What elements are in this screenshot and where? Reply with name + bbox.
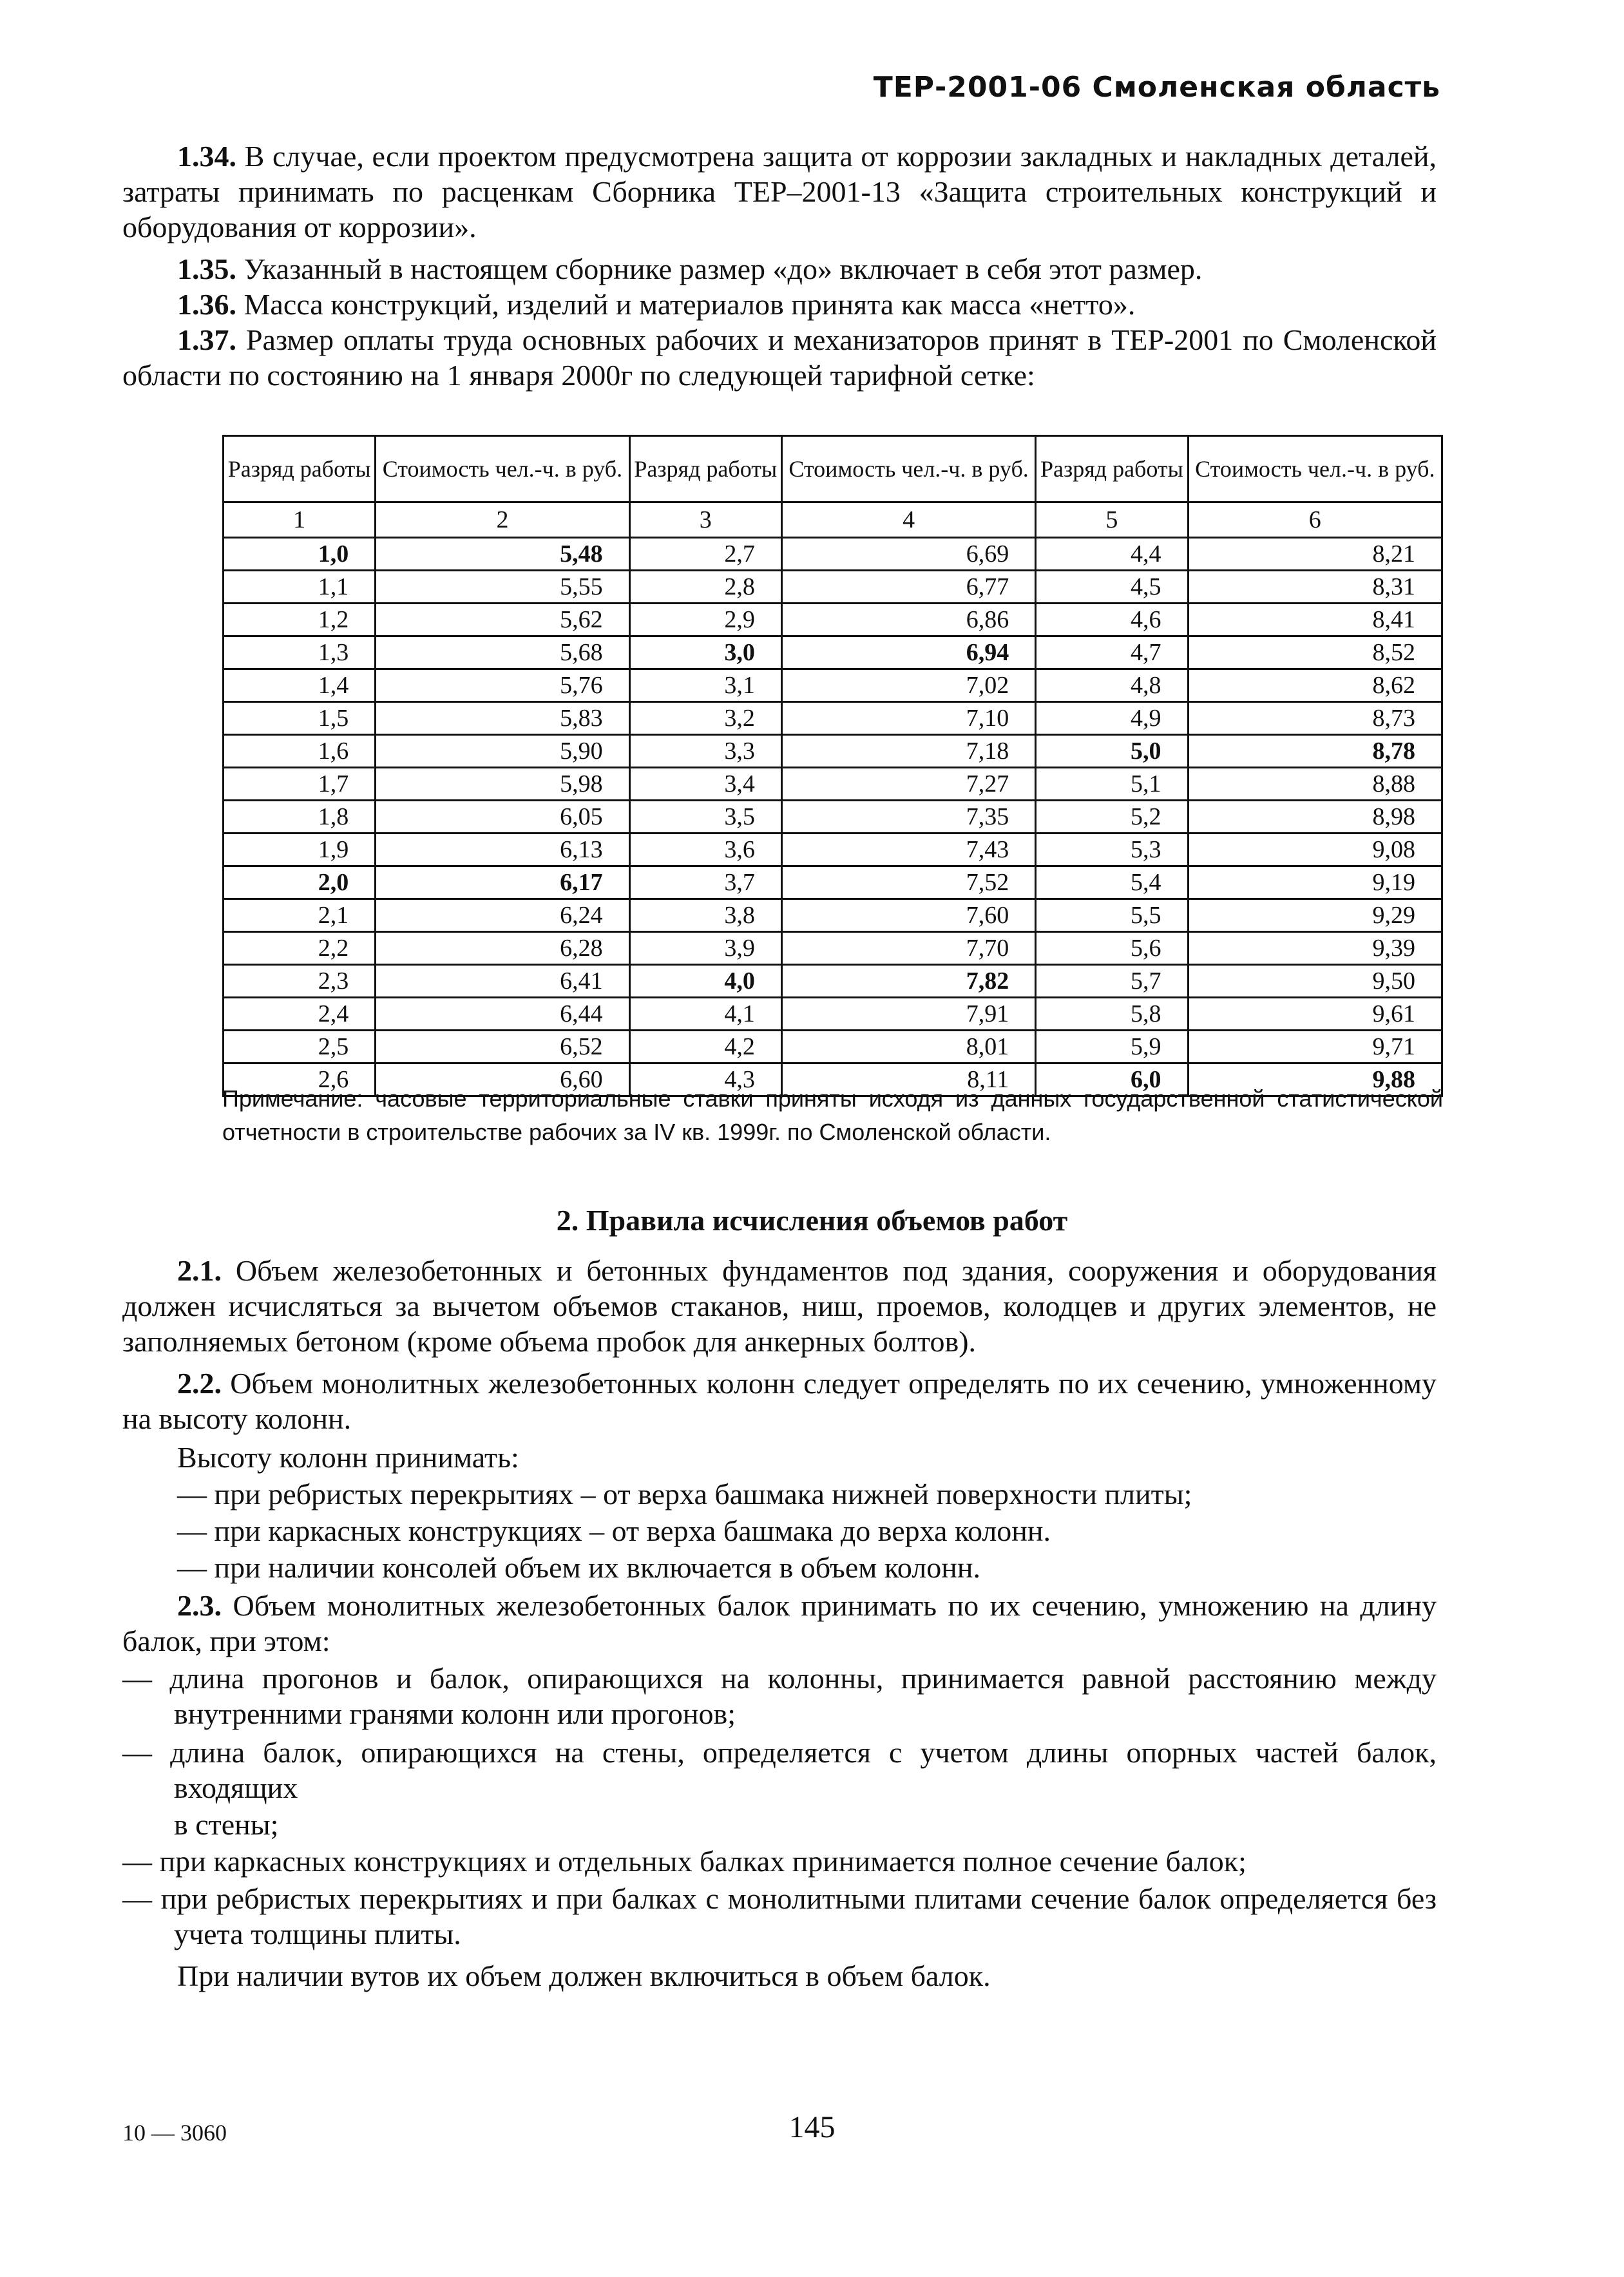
paragraph-text: Указанный в настоящем сборнике размер «до» включает в себя этот размер. [236, 252, 1203, 285]
table-row [224, 1031, 1442, 1063]
table-cell: 6,17 [376, 866, 629, 899]
table-cell: 6,28 [376, 932, 629, 965]
table-cell: 7,82 [781, 965, 1035, 998]
table-cell: 7,60 [781, 899, 1035, 932]
table-cell: 1,9 [224, 834, 376, 866]
tariff-table [222, 435, 1443, 1097]
table-cell: 5,8 [1036, 998, 1188, 1031]
table-cell: 2,8 [629, 571, 781, 604]
section-heading: 2. Правила исчисления объемов работ [556, 1204, 1068, 1237]
paragraph-number: 1.37. [177, 323, 236, 356]
table-cell: 7,43 [781, 834, 1035, 866]
table-cell: 9,61 [1188, 998, 1442, 1031]
column-header: Разряд работы [629, 436, 781, 502]
table-cell: 4,1 [629, 998, 781, 1031]
table-cell: 1,0 [224, 538, 376, 571]
table-cell: 1,1 [224, 571, 376, 604]
table-cell: 4,9 [1036, 702, 1188, 735]
table-cell: 5,90 [376, 735, 629, 768]
paragraph-2-3-last: При наличии вутов их объем должен включиться в объем балок. [177, 1959, 991, 1992]
table-cell: 6,0 [1036, 1063, 1188, 1096]
table-cell: 4,2 [629, 1031, 781, 1063]
paragraph-2-1 [122, 1253, 1437, 1359]
table-cell: 6,24 [376, 899, 629, 932]
column-index: 6 [1188, 502, 1442, 538]
paragraph-number: 1.34. [177, 140, 236, 173]
column-header: Стоимость чел.-ч. в руб. [781, 436, 1035, 502]
paragraph-1-35 [122, 251, 1437, 287]
table-cell: 6,05 [376, 801, 629, 834]
table-cell: 6,60 [376, 1063, 629, 1096]
table-cell: 3,6 [629, 834, 781, 866]
table-cell: 3,9 [629, 932, 781, 965]
paragraph-number: 1.36. [177, 288, 236, 321]
table-cell: 4,3 [629, 1063, 781, 1096]
page-number: 145 [788, 2110, 836, 2144]
table-cell: 4,4 [1036, 538, 1188, 571]
table-cell: 1,8 [224, 801, 376, 834]
table-cell: 5,62 [376, 604, 629, 636]
table-cell: 2,7 [629, 538, 781, 571]
table-note: Примечание: часовые территориальные ставки приняты исходя из данных государственной статистической отчетности в строительстве рабочих за IV кв. 1999г. по Смоленской области. [222, 1085, 1443, 1145]
table-cell: 7,91 [781, 998, 1035, 1031]
table-cell: 8,52 [1188, 636, 1442, 669]
paragraph-text: Масса конструкций, изделий и материалов принята как масса «нетто». [236, 288, 1136, 321]
column-index: 2 [376, 502, 629, 538]
table-cell: 5,9 [1036, 1031, 1188, 1063]
paragraph-text: Объем железобетонных и бетонных фундаментов под здания, сооружения и оборудования должен исчисляться за вычетом объемов стаканов, ниш, проемов, колодцев и других элементов, не заполняемых бетоном (кроме объема пробок для анкерных болтов). [122, 1254, 1437, 1358]
table-cell: 6,86 [781, 604, 1035, 636]
paragraph-1-37 [122, 322, 1437, 393]
table-cell: 5,7 [1036, 965, 1188, 998]
table-cell: 1,7 [224, 768, 376, 801]
table-cell: 4,7 [1036, 636, 1188, 669]
table-cell: 2,3 [224, 965, 376, 998]
table-cell: 5,98 [376, 768, 629, 801]
paragraph-number: 2.1. [177, 1254, 222, 1287]
table-cell: 7,52 [781, 866, 1035, 899]
paragraph-2-2-sub: Высоту колонн принимать: [177, 1441, 519, 1474]
table-cell: 2,5 [224, 1031, 376, 1063]
table-cell: 9,71 [1188, 1031, 1442, 1063]
table-row [224, 604, 1442, 636]
table-cell: 6,52 [376, 1031, 629, 1063]
list-item: — при ребристых перекрытиях и при балках с монолитными плитами сечение балок определяется без учета толщины плиты. [122, 1882, 1437, 1950]
table-cell: 1,4 [224, 669, 376, 702]
table-cell: 5,2 [1036, 801, 1188, 834]
table-cell: 8,73 [1188, 702, 1442, 735]
table-cell: 2,2 [224, 932, 376, 965]
column-index: 5 [1036, 502, 1188, 538]
column-header: Стоимость чел.-ч. в руб. [1188, 436, 1442, 502]
column-index: 4 [781, 502, 1035, 538]
table-cell: 5,68 [376, 636, 629, 669]
table-cell: 5,1 [1036, 768, 1188, 801]
paragraph-number: 2.2. [177, 1367, 222, 1400]
table-cell: 9,29 [1188, 899, 1442, 932]
column-index-row [224, 502, 1442, 538]
table-row [224, 998, 1442, 1031]
column-index: 3 [629, 502, 781, 538]
table-cell: 3,3 [629, 735, 781, 768]
table-cell: 6,94 [781, 636, 1035, 669]
table-row [224, 834, 1442, 866]
paragraph-2-2 [122, 1366, 1437, 1436]
table-cell: 5,5 [1036, 899, 1188, 932]
table-cell: 7,02 [781, 669, 1035, 702]
table-cell: 1,5 [224, 702, 376, 735]
list-item: — при каркасных конструкциях – от верха башмака до верха колонн. [177, 1514, 1051, 1547]
table-header-row [224, 436, 1442, 502]
paragraph-text: Объем монолитных железобетонных колонн следует определять по их сечению, умноженному на высоту колонн. [122, 1367, 1437, 1435]
table-cell: 6,77 [781, 571, 1035, 604]
table-cell: 3,7 [629, 866, 781, 899]
table-cell: 7,18 [781, 735, 1035, 768]
list-item: — длина прогонов и балок, опирающихся на колонны, принимается равной расстоянию между внутренними гранями колонн или прогонов; [122, 1662, 1437, 1730]
column-header: Разряд работы [224, 436, 376, 502]
table-cell: 2,1 [224, 899, 376, 932]
table-cell: 9,50 [1188, 965, 1442, 998]
table-cell: 6,13 [376, 834, 629, 866]
table-cell: 9,08 [1188, 834, 1442, 866]
table-row [224, 735, 1442, 768]
table-cell: 5,0 [1036, 735, 1188, 768]
table-row [224, 965, 1442, 998]
table-row [224, 636, 1442, 669]
table-cell: 8,78 [1188, 735, 1442, 768]
table-cell: 1,3 [224, 636, 376, 669]
list-item: — длина балок, опирающихся на стены, определяется с учетом длины опорных частей балок, входящих [122, 1736, 1437, 1804]
table-cell: 4,6 [1036, 604, 1188, 636]
list-item: — при каркасных конструкциях и отдельных балках принимается полное сечение балок; [122, 1845, 1247, 1878]
table-row [224, 768, 1442, 801]
paragraph-number: 2.3. [177, 1589, 222, 1622]
table-cell: 3,8 [629, 899, 781, 932]
table-row [224, 801, 1442, 834]
paragraph-text: В случае, если проектом предусмотрена защита от коррозии закладных и накладных деталей, затраты принимать по расценкам Сборника ТЕР–2001-13 «Защита строительных конструкций и оборудования от коррозии». [122, 140, 1437, 243]
table-cell: 7,35 [781, 801, 1035, 834]
table-cell: 2,6 [224, 1063, 376, 1096]
table-cell: 8,01 [781, 1031, 1035, 1063]
table-row [224, 866, 1442, 899]
table-cell: 8,11 [781, 1063, 1035, 1096]
table-cell: 5,83 [376, 702, 629, 735]
table-cell: 8,62 [1188, 669, 1442, 702]
table-cell: 4,5 [1036, 571, 1188, 604]
table-cell: 5,76 [376, 669, 629, 702]
paragraph-1-36 [122, 287, 1437, 322]
table-cell: 9,39 [1188, 932, 1442, 965]
list-item: — при наличии консолей объем их включается в объем колонн. [177, 1551, 980, 1584]
table-cell: 1,2 [224, 604, 376, 636]
table-cell: 7,10 [781, 702, 1035, 735]
table-cell: 9,88 [1188, 1063, 1442, 1096]
table-cell: 2,4 [224, 998, 376, 1031]
table-cell: 8,21 [1188, 538, 1442, 571]
paragraph-number: 1.35. [177, 252, 236, 285]
column-header: Стоимость чел.-ч. в руб. [376, 436, 629, 502]
table-cell: 2,9 [629, 604, 781, 636]
paragraph-text: Объем монолитных железобетонных балок принимать по их сечению, умножению на длину балок, при этом: [122, 1589, 1437, 1657]
table-cell: 5,48 [376, 538, 629, 571]
table-row [224, 899, 1442, 932]
table-row [224, 669, 1442, 702]
table-row [224, 538, 1442, 571]
running-header: ТЕР-2001-06 Смоленская область [873, 71, 1440, 104]
table-cell: 6,41 [376, 965, 629, 998]
table-cell: 8,41 [1188, 604, 1442, 636]
table-cell: 5,6 [1036, 932, 1188, 965]
paragraph-text: Размер оплаты труда основных рабочих и механизаторов принят в ТЕР-2001 по Смоленской области по состоянию на 1 января 2000г по следующей тарифной сетке: [122, 323, 1437, 392]
table-cell: 5,4 [1036, 866, 1188, 899]
table-cell: 8,98 [1188, 801, 1442, 834]
table-cell: 1,6 [224, 735, 376, 768]
table-cell: 8,31 [1188, 571, 1442, 604]
table-cell: 4,0 [629, 965, 781, 998]
table-row [224, 702, 1442, 735]
print-code: 10 — 3060 [122, 2120, 227, 2146]
table-cell: 3,4 [629, 768, 781, 801]
table-cell: 5,3 [1036, 834, 1188, 866]
list-item: — при ребристых перекрытиях – от верха башмака нижней поверхности плиты; [177, 1478, 1192, 1510]
column-index: 1 [224, 502, 376, 538]
paragraph-1-34 [122, 138, 1437, 245]
column-header: Разряд работы [1036, 436, 1188, 502]
table-cell: 3,1 [629, 669, 781, 702]
table-cell: 7,70 [781, 932, 1035, 965]
table-row [224, 571, 1442, 604]
table-cell: 5,55 [376, 571, 629, 604]
table-cell: 6,44 [376, 998, 629, 1031]
list-item-continuation: в стены; [174, 1808, 279, 1841]
table-cell: 3,0 [629, 636, 781, 669]
paragraph-2-3 [122, 1588, 1437, 1659]
table-cell: 4,8 [1036, 669, 1188, 702]
table-cell: 9,19 [1188, 866, 1442, 899]
table-row [224, 932, 1442, 965]
table-cell: 3,2 [629, 702, 781, 735]
table-cell: 7,27 [781, 768, 1035, 801]
table-cell: 6,69 [781, 538, 1035, 571]
table-cell: 8,88 [1188, 768, 1442, 801]
table-cell: 3,5 [629, 801, 781, 834]
table-cell: 2,0 [224, 866, 376, 899]
